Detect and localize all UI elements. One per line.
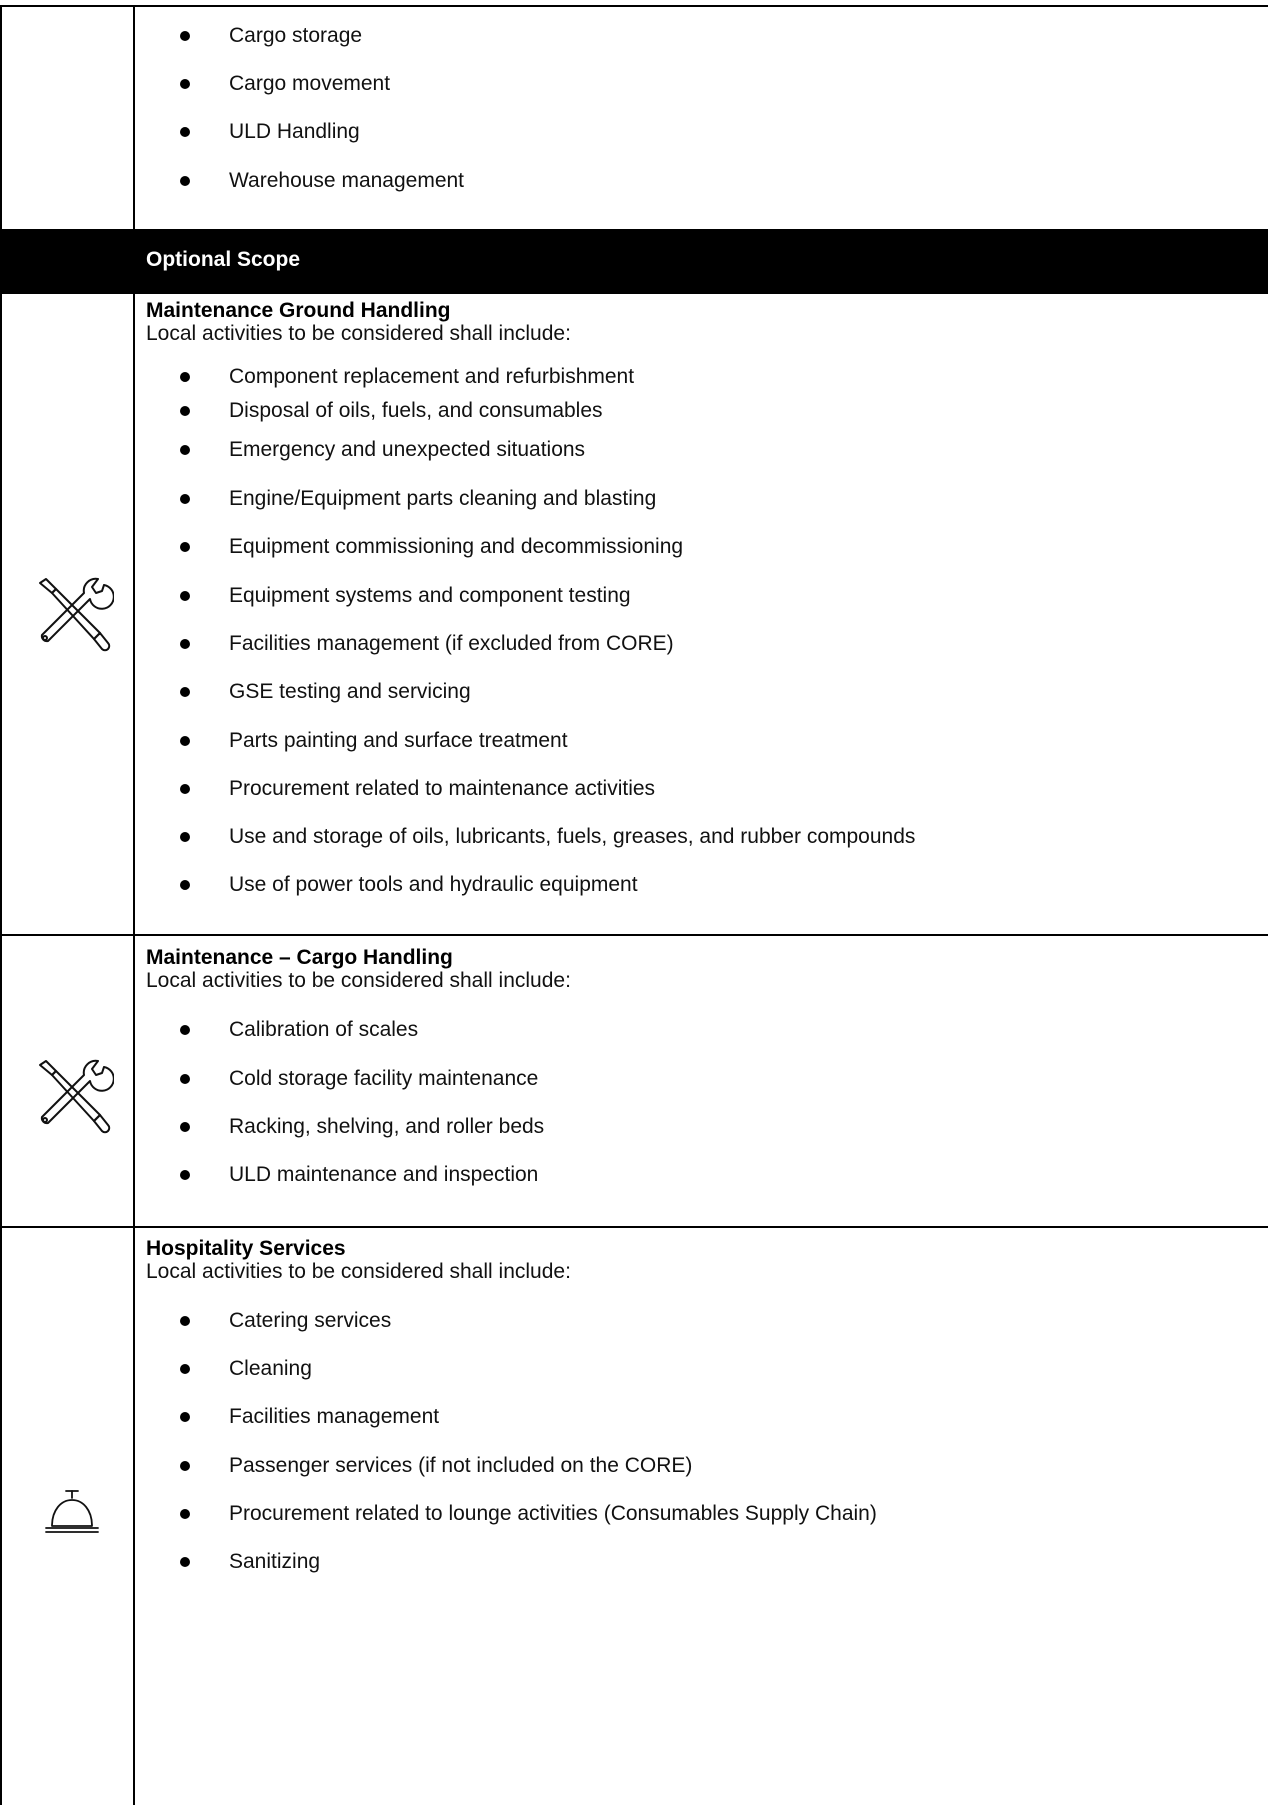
- bullet: [180, 1461, 190, 1471]
- row-divider: [0, 1226, 1268, 1228]
- bullet: [180, 1364, 190, 1374]
- list-item: Catering services: [229, 1309, 392, 1332]
- bullet: [180, 880, 190, 890]
- bullet: [180, 1074, 190, 1084]
- bullet: [180, 1412, 190, 1422]
- bullet: [180, 1122, 190, 1132]
- bullet: [180, 832, 190, 842]
- bullet: [180, 736, 190, 746]
- list-item: Facilities management (if excluded from CORE): [229, 632, 674, 655]
- bullet: [180, 639, 190, 649]
- bullet: [180, 372, 190, 382]
- list-item: Use and storage of oils, lubricants, fuels, greases, and rubber compounds: [229, 825, 916, 848]
- list-item: Racking, shelving, and roller beds: [229, 1115, 545, 1138]
- row-title: Maintenance – Cargo Handling: [146, 946, 453, 969]
- row-intro: Local activities to be considered shall include:: [146, 1260, 571, 1283]
- list-item: Facilities management: [229, 1405, 440, 1428]
- list-item: Cargo movement: [229, 72, 391, 95]
- table-top-border: [0, 5, 1268, 7]
- tools-icon: [34, 1057, 114, 1137]
- list-item: Use of power tools and hydraulic equipment: [229, 873, 638, 896]
- bullet: [180, 1557, 190, 1567]
- bullet: [180, 687, 190, 697]
- list-item: Warehouse management: [229, 169, 465, 192]
- bullet: [180, 542, 190, 552]
- list-item: Cargo storage: [229, 24, 363, 47]
- row-intro: Local activities to be considered shall include:: [146, 322, 571, 345]
- list-item: Procurement related to lounge activities (Consumables Supply Chain): [229, 1502, 877, 1525]
- bullet: [180, 79, 190, 89]
- bullet: [180, 1509, 190, 1519]
- bullet: [180, 591, 190, 601]
- list-item: Disposal of oils, fuels, and consumables: [229, 399, 603, 422]
- bullet: [180, 176, 190, 186]
- row-intro: Local activities to be considered shall include:: [146, 969, 571, 992]
- section-header: Optional Scope: [146, 248, 301, 271]
- list-item: Cold storage facility maintenance: [229, 1067, 539, 1090]
- bullet: [180, 31, 190, 41]
- list-item: Calibration of scales: [229, 1018, 419, 1041]
- list-item: Parts painting and surface treatment: [229, 729, 568, 752]
- service-bell-icon: [44, 1488, 100, 1536]
- list-item: Equipment systems and component testing: [229, 584, 631, 607]
- bullet: [180, 127, 190, 137]
- list-item: Sanitizing: [229, 1550, 321, 1573]
- list-item: Procurement related to maintenance activities: [229, 777, 656, 800]
- list-item: Emergency and unexpected situations: [229, 438, 586, 461]
- list-item: GSE testing and servicing: [229, 680, 471, 703]
- row-title: Maintenance Ground Handling: [146, 299, 451, 322]
- bullet: [180, 1025, 190, 1035]
- bullet: [180, 406, 190, 416]
- tools-icon: [34, 575, 114, 655]
- bullet: [180, 784, 190, 794]
- row-title: Hospitality Services: [146, 1237, 346, 1260]
- row-divider: [0, 292, 1268, 294]
- bullet: [180, 1316, 190, 1326]
- list-item: ULD Handling: [229, 120, 360, 143]
- list-item: Engine/Equipment parts cleaning and blasting: [229, 487, 657, 510]
- list-item: Cleaning: [229, 1357, 312, 1380]
- bullet: [180, 1170, 190, 1180]
- list-item: Passenger services (if not included on the CORE): [229, 1454, 693, 1477]
- bullet: [180, 445, 190, 455]
- row-divider: [0, 934, 1268, 936]
- list-item: ULD maintenance and inspection: [229, 1163, 539, 1186]
- list-item: Equipment commissioning and decommissioning: [229, 535, 684, 558]
- list-item: Component replacement and refurbishment: [229, 365, 635, 388]
- bullet: [180, 494, 190, 504]
